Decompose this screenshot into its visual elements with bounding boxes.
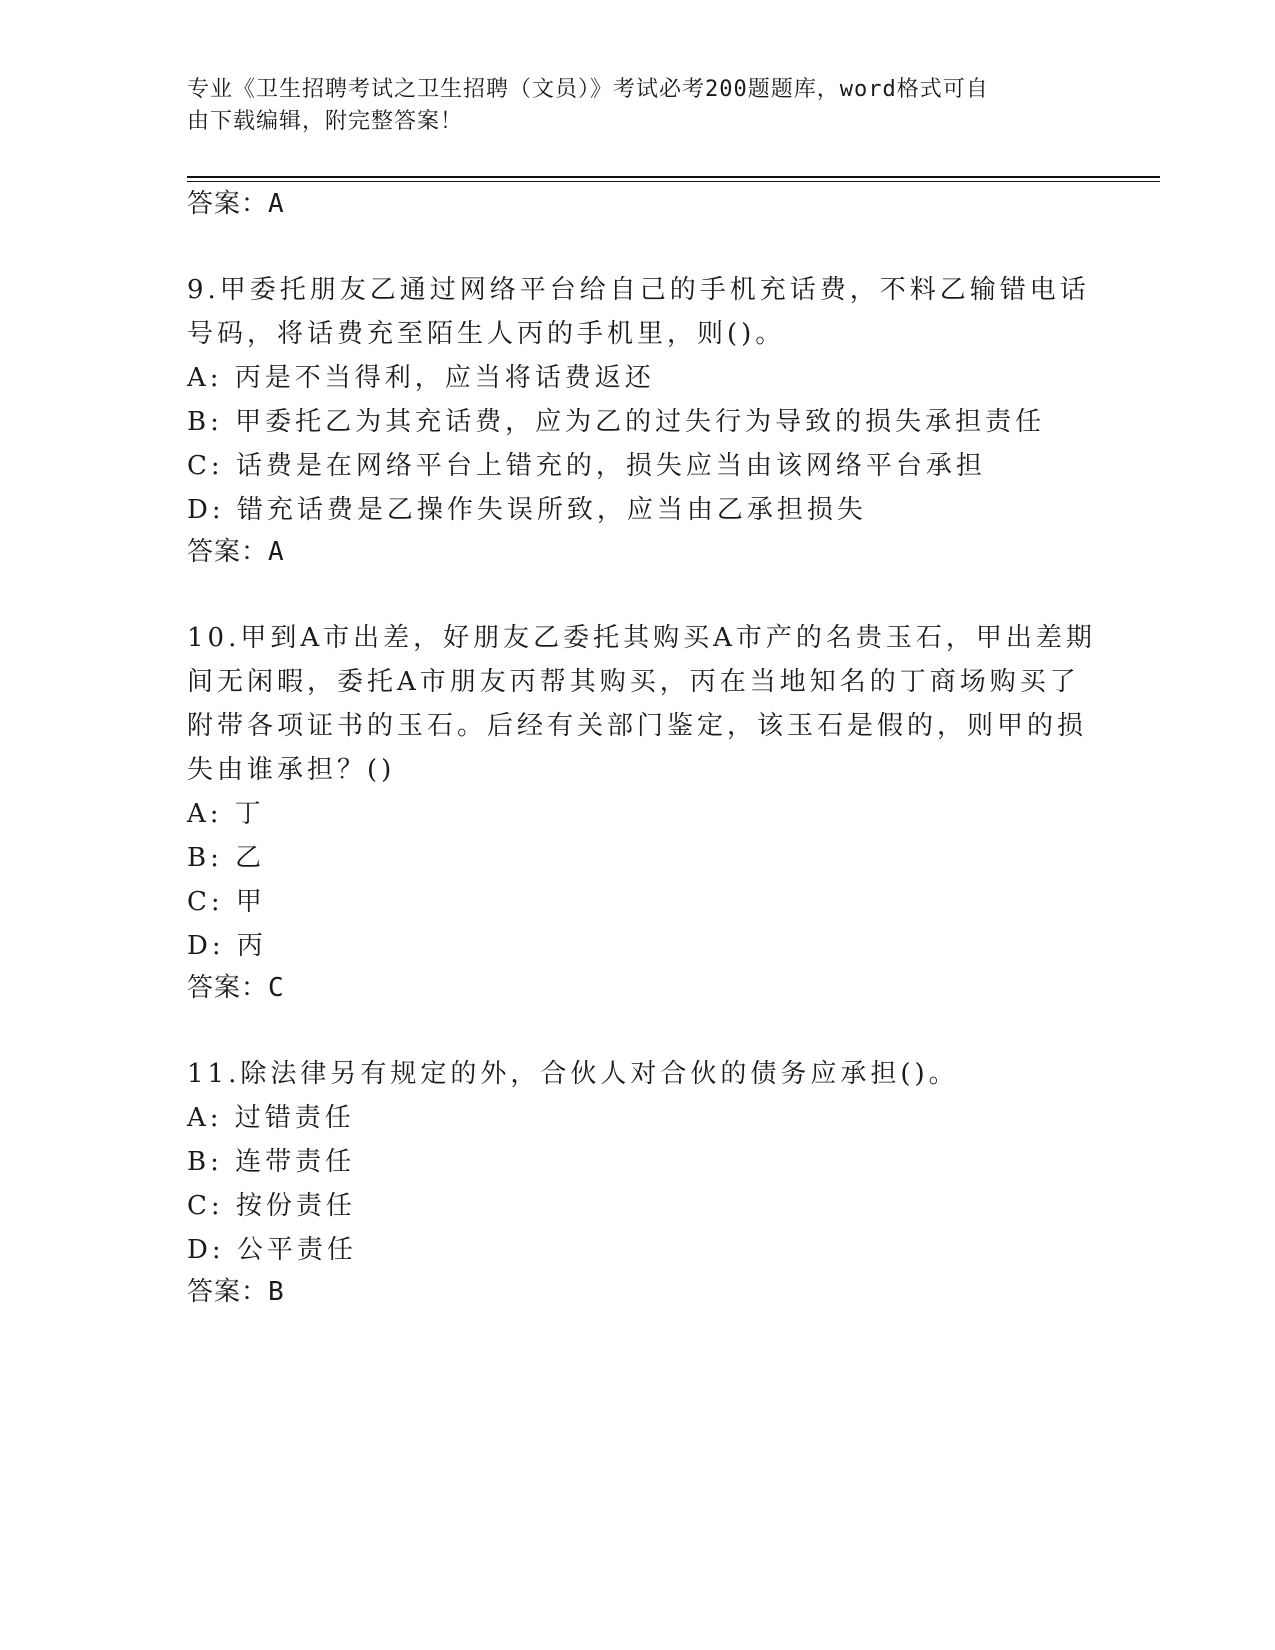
answer-label: 答案： xyxy=(187,1277,269,1307)
question-text-line: 号码，将话费充至陌生人丙的手机里，则()。 xyxy=(187,319,786,349)
question-text-line: 11.除法律另有规定的外，合伙人对合伙的债务应承担()。 xyxy=(187,1059,959,1089)
question-text-line: 附带各项证书的玉石。后经有关部门鉴定，该玉石是假的，则甲的损 xyxy=(187,711,1088,741)
option-d: D: 错充话费是乙操作失误所致，应当由乙承担损失 xyxy=(187,495,867,525)
option-c: C: 话费是在网络平台上错充的，损失应当由该网络平台承担 xyxy=(187,451,986,481)
question-text-line: 失由谁承担？() xyxy=(187,755,396,785)
header-divider-thick xyxy=(187,176,1160,178)
option-b: B: 连带责任 xyxy=(187,1147,356,1177)
option-a: A: 丙是不当得利，应当将话费返还 xyxy=(187,363,655,393)
option-a: A: 丁 xyxy=(187,799,265,829)
header-divider-thin xyxy=(187,181,1160,182)
question-text-line: 间无闲暇，委托A市朋友丙帮其购买，丙在当地知名的丁商场购买了 xyxy=(187,667,1080,697)
prev-answer xyxy=(187,186,285,222)
answer-value: B xyxy=(268,1277,285,1307)
answer-value: A xyxy=(268,537,285,567)
answer-value: A xyxy=(268,189,285,219)
question-answer xyxy=(187,534,285,570)
option-b: B: 甲委托乙为其充话费，应为乙的过失行为导致的损失承担责任 xyxy=(187,407,1046,437)
header-line-1: 专业《卫生招聘考试之卫生招聘（文员）》考试必考200题题库，word格式可自 xyxy=(187,77,989,102)
option-d: D: 公平责任 xyxy=(187,1235,357,1265)
header-line-2: 由下载编辑，附完整答案！ xyxy=(187,109,464,134)
option-d: D: 丙 xyxy=(187,931,267,961)
question-text-line: 9.甲委托朋友乙通过网络平台给自己的手机充话费，不料乙输错电话 xyxy=(187,275,1090,305)
option-c: C: 按份责任 xyxy=(187,1191,356,1221)
option-b: B: 乙 xyxy=(187,843,266,873)
question-answer xyxy=(187,1274,285,1310)
answer-label: 答案： xyxy=(187,537,269,567)
document-header xyxy=(187,74,1067,138)
answer-label: 答案： xyxy=(187,189,269,219)
answer-value: C xyxy=(268,973,285,1003)
option-a: A: 过错责任 xyxy=(187,1103,355,1133)
question-text-line: 10.甲到A市出差，好朋友乙委托其购买A市产的名贵玉石，甲出差期 xyxy=(187,623,1096,653)
answer-label: 答案： xyxy=(187,973,269,1003)
option-c: C: 甲 xyxy=(187,887,266,917)
question-answer xyxy=(187,970,285,1006)
